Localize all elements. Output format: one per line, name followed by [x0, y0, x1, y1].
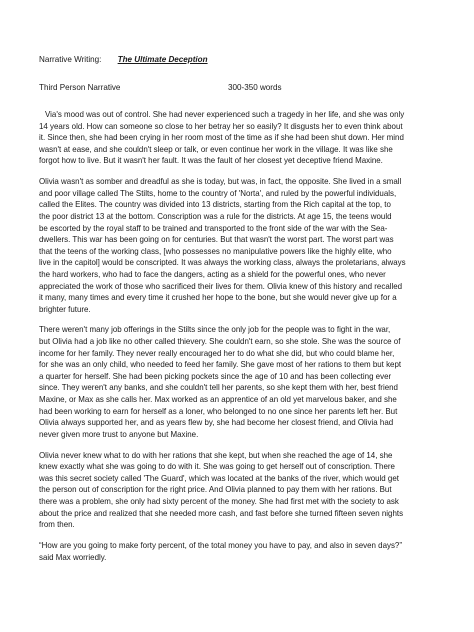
- paragraph-line: income for her family. They never really encouraged her to do what she did, but who could blame her,: [39, 348, 395, 358]
- paragraph-line: appreciated the work of those who sacrificed their lives for them. Olivia knew of this history and recalled: [39, 281, 403, 291]
- header-info-row: [39, 82, 449, 93]
- paragraph-line: “How are you going to make forty percent, of the total money you have to pay, and also in seven days?”: [39, 540, 402, 550]
- header-title-row: [39, 54, 449, 65]
- paragraph-line: 14 years old. How can someone so close to her betray her so easily? It disgusts her to even think about: [39, 121, 403, 131]
- paragraph-line: there was a problem, she only had sixty percent of the money. She had first met with the society to ask: [39, 496, 399, 506]
- paragraph-line: Via's mood was out of control. She had never experienced such a tragedy in her life, and she was only: [45, 110, 405, 119]
- paragraph-line: it. Since then, she had been crying in her room most of the time as if she had been shut down. Her mind: [39, 133, 404, 143]
- paragraph-line: had been working to earn for herself as a loner, who belonged to no one since her parents left her. But: [39, 406, 398, 416]
- assignment-label: Narrative Writing:: [39, 55, 102, 64]
- paragraph-line: the hard workers, who had to face the dangers, acting as a shield for the powerful ones, who never: [39, 269, 386, 279]
- paragraph-line: Olivia always supported her, and as years flew by, she had become her closest friend, and Olivia had: [39, 418, 394, 428]
- paragraph-line: be escorted by the royal staff to be trained and transported to the front side of the war with the Sea-: [39, 223, 388, 233]
- paragraph-line: never given more trust to anyone but Maxine.: [39, 429, 199, 439]
- paragraph-line: forgot how to live. But it wasn't her fault. It was the fault of her closest yet deceptive friend Maxine.: [39, 156, 383, 166]
- paragraph: [39, 109, 449, 167]
- paragraph: [39, 324, 449, 440]
- paragraph-line: dwellers. This war has been going on for centuries. But that wasn't the worst part. The worst part was: [39, 235, 394, 245]
- paragraph-line: the person out of conscription for the right price. And Olivia planned to pay them with her rations. But: [39, 485, 392, 495]
- paragraph-line: since. They weren't any banks, and she couldn't tell her parents, so she kept them with her, best friend: [39, 383, 398, 393]
- paragraph-line: called the Elites. The country was divided into 13 districts, starting from the Rich capital at the top, to: [39, 200, 391, 210]
- narrative-type: Third Person Narrative: [39, 83, 121, 92]
- paragraph-line: for she was an only child, who needed to feed her family. She gave most of her rations to them but kept: [39, 360, 402, 370]
- paragraph-line: was this secret society called 'The Guard', which was located at the banks of the river, which would get: [39, 473, 399, 483]
- paragraph-line: live in the capitol] would be conscripted. It was always the working class, always the proletarians, always: [39, 258, 406, 268]
- paragraph-line: Maxine, or Max as she calls her. Max worked as an apprentice of an old yet marvelous baker, and she: [39, 395, 397, 405]
- paragraph: [39, 176, 449, 315]
- paragraph-line: it many, many times and every time it crushed her hope to the bone, but she would never give up for a: [39, 293, 397, 303]
- paragraph-line: but Olivia had a job like no other called thievery. She couldn't earn, so she stole. She was the source of: [39, 337, 401, 347]
- paragraph-line: Olivia wasn't as somber and dreadful as she is today, but was, in fact, the opposite. She lived in a small: [39, 177, 402, 187]
- paragraph: [39, 450, 449, 531]
- story-title: The Ultimate Deception: [117, 55, 208, 64]
- paragraph-line: Olivia never knew what to do with her rations that she kept, but when she reached the age of 14, she: [39, 450, 393, 460]
- paragraph-line: that the teens of the working class, [who possesses no manipulative powers like the highly elite, who: [39, 246, 392, 256]
- word-count: 300-350 words: [228, 83, 282, 92]
- paragraph-line: said Max worriedly.: [39, 552, 107, 562]
- paragraph-line: brighter future.: [39, 304, 91, 314]
- paragraph-line: and poor village called The Stilts, home to the country of 'Norta', and ruled by the powerful individuals,: [39, 188, 397, 198]
- paragraph-line: There weren't many job offerings in the Stilts since the only job for the people was to fight in the war,: [39, 325, 391, 335]
- paragraph-line: a quarter for herself. She had been picking pockets since the age of 10 and has been collecting ever: [39, 371, 392, 381]
- paragraph-line: wasn't at ease, and she couldn't sleep or talk, or even continue her work in the village. It was like she: [39, 144, 393, 154]
- story-body: [39, 109, 449, 563]
- paragraph-line: about the price and realized that she needed more cash, and fast before she turned fifteen seven nights: [39, 508, 404, 518]
- paragraph-line: knew exactly what she was going to do with it. She was going to get herself out of conscription. There: [39, 462, 395, 472]
- paragraph: [39, 540, 449, 563]
- paragraph-line: from then.: [39, 520, 75, 530]
- paragraph-line: the poor district 13 at the bottom. Conscription was a rule for the districts. At age 15, the teens would: [39, 211, 392, 221]
